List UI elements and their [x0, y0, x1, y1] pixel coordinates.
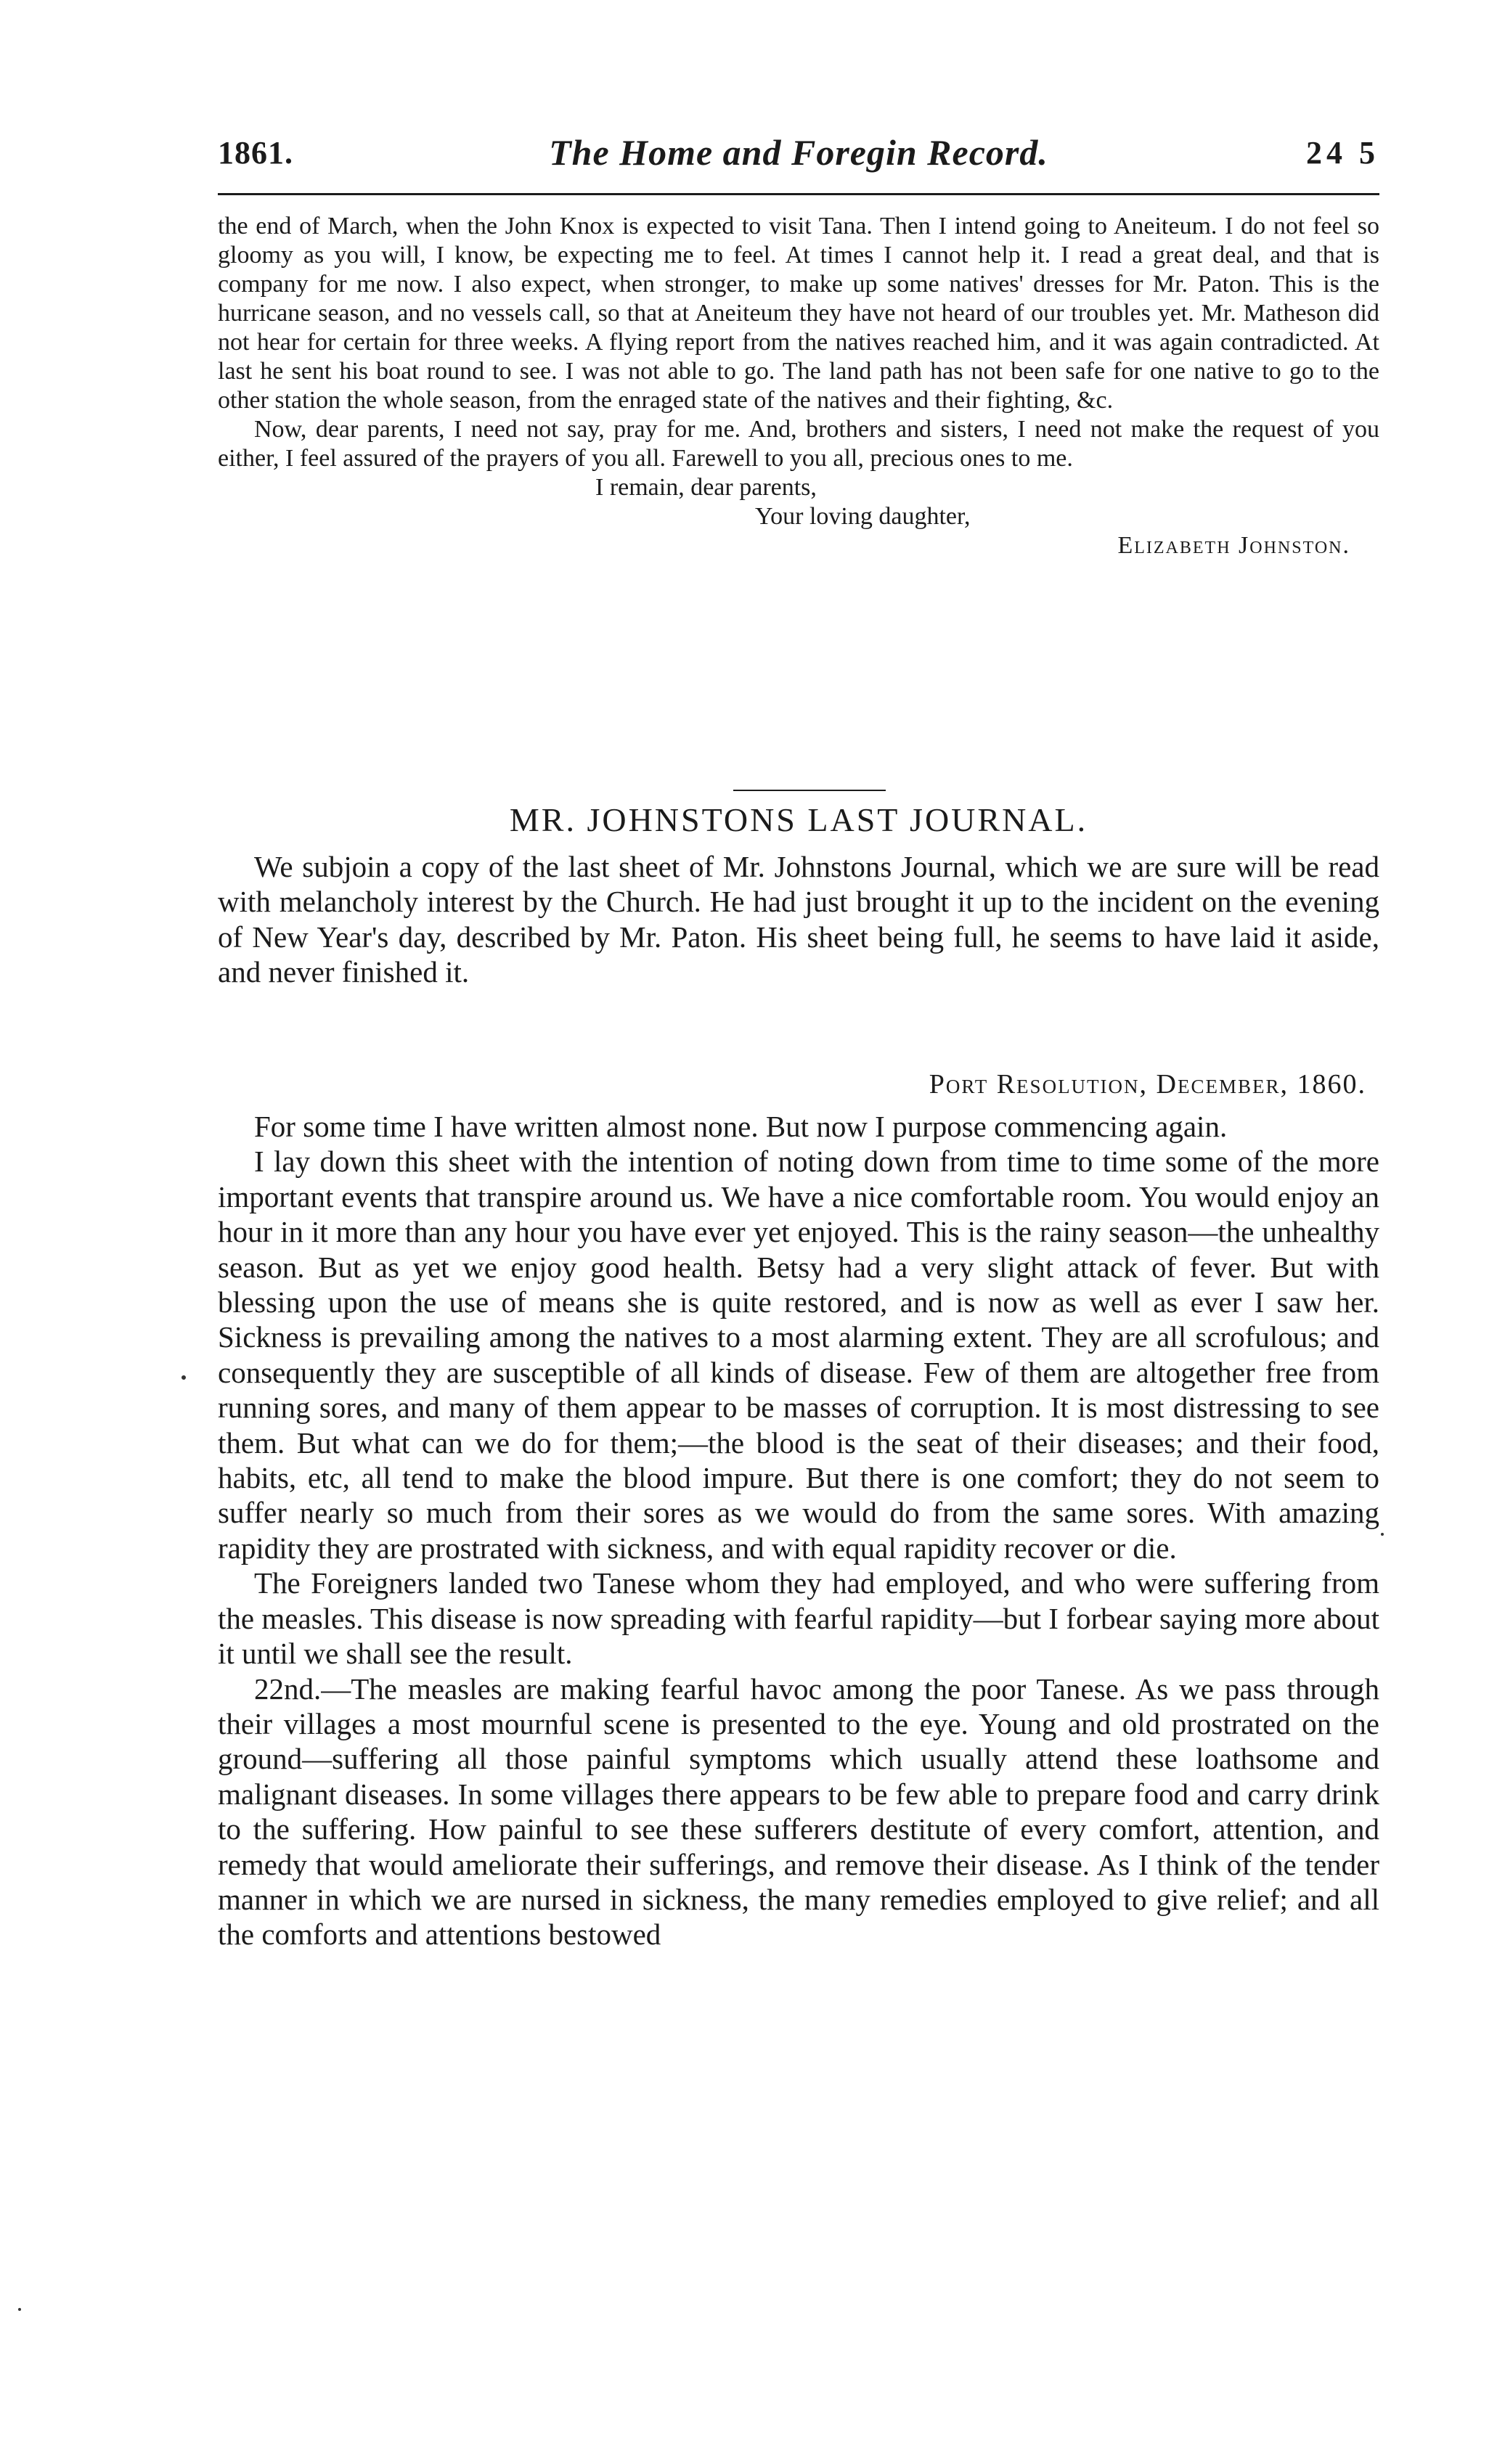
- header-year: 1861.: [218, 135, 293, 171]
- journal-title: The Home and Foregin Record.: [549, 132, 1048, 173]
- letter-paragraph: Now, dear parents, I need not say, pray for me. And, brothers and sisters, I need not make the request of you either, I feel assured of the prayers of you all. Farewell to you all, precious ones to me.: [218, 416, 1379, 472]
- journal-entries: [218, 1109, 1379, 1952]
- letter-continuation: [218, 212, 1379, 560]
- running-header: [218, 134, 1379, 192]
- journal-paragraph: 22nd.—The measles are making fearful havoc among the poor Tanese. As we pass through their villages a most mournful scene is presented to the eye. Young and old prostrated on the ground—suffering all those painful symptoms which usually attend these loathsome and malignant diseases. In some villages there appears to be few able to prepare food and carry drink to the suffering. How painful to see these sufferers destitute of every comfort, attention, and remedy that would ameliorate their sufferings, and remove their disease. As I think of the tender manner in which we are nursed in sickness, the many remedies employed to give relief; and all the comforts and attentions bestowed: [218, 1671, 1379, 1952]
- ink-speck: [18, 2308, 21, 2311]
- journal-dateline: Port Resolution, December, 1860.: [929, 1069, 1366, 1100]
- letter-closing: I remain, dear parents,: [595, 474, 817, 501]
- article-heading: MR. JOHNSTONS LAST JOURNAL.: [509, 801, 1088, 838]
- header-rule: [218, 193, 1379, 195]
- article-intro-block: [218, 849, 1379, 990]
- section-divider: [733, 790, 886, 791]
- page-number: 24 5: [1306, 135, 1379, 171]
- letter-closing: Your loving daughter,: [755, 503, 971, 530]
- article-intro: We subjoin a copy of the last sheet of Mr. Johnstons Journal, which we are sure will be read with melancholy interest by the Church. He had just brought it up to the incident on the evening of New Year's day, described by Mr. Paton. His sheet being full, he seems to have laid it aside, and never finished it.: [218, 850, 1379, 989]
- letter-paragraph: the end of March, when the John Knox is expected to visit Tana. Then I intend going to Aneiteum. I do not feel so gloomy as you will, I know, be expecting me to feel. At times I cannot help it. I read a great deal, and that is company for me now. I also expect, when stronger, to make up some natives' dresses for Mr. Paton. This is the hurricane season, and no vessels call, so that at Aneiteum they have not heard of our troubles yet. Mr. Matheson did not hear for certain for three weeks. A flying report from the natives reached him, and it was again contradicted. At last he sent his boat round to see. I was not able to go. The land path has not been safe for one native to go to the other station the whole season, from the enraged state of the natives and their fighting, &c.: [218, 213, 1379, 414]
- journal-paragraph: For some time I have written almost none. But now I purpose commencing again.: [254, 1110, 1228, 1143]
- journal-paragraph: The Foreigners landed two Tanese whom they had employed, and who were suffering from the measles. This disease is now spreading with fearful rapidity—but I forbear saying more about it until we shall see the result.: [218, 1566, 1379, 1671]
- ink-speck: [1381, 1533, 1384, 1536]
- journal-paragraph: I lay down this sheet with the intention of noting down from time to time some of the more important events that transpire around us. We have a nice comfortable room. You would enjoy an hour in it more than any hour you have ever yet enjoyed. This is the rainy season—the unhealthy season. But as yet we enjoy good health. Betsy had a very slight attack of fever. But with blessing upon the use of means she is quite restored, and is now as well as ever I saw her. Sickness is prevailing among the natives to a most alarming extent. They are all scrofulous; and consequently they are susceptible of all kinds of disease. Few of them are altogether free from running sores, and many of them appear to be masses of corruption. It is most distressing to see them. But what can we do for them;—the blood is the seat of their diseases; and their food, habits, etc, all tend to make the blood impure. But there is one comfort; they do not seem to suffer nearly so much from their sores as we would do from the same sores. With amazing rapidity they are prostrated with sickness, and with equal rapidity recover or die.: [218, 1145, 1379, 1565]
- ink-speck: [182, 1375, 186, 1380]
- letter-signature: Elizabeth Johnston.: [1117, 532, 1350, 559]
